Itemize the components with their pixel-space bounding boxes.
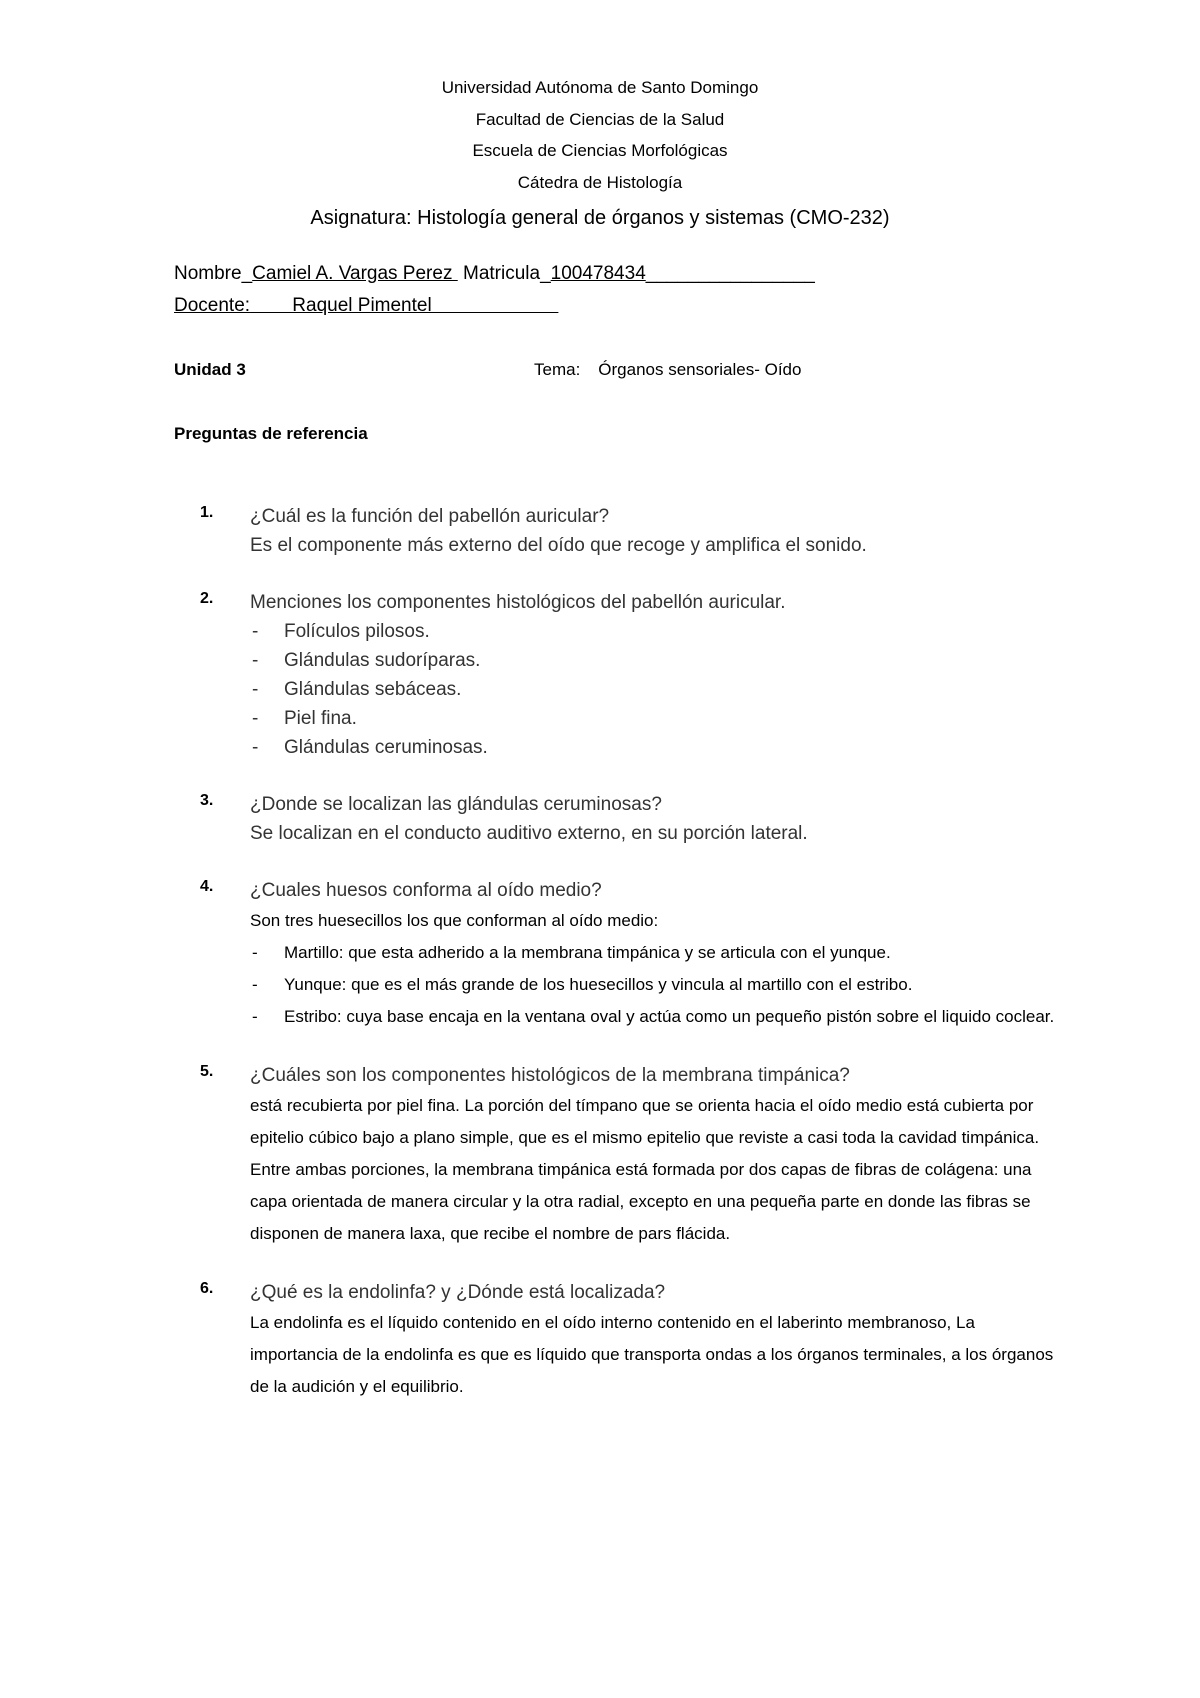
name-label: Nombre_ xyxy=(174,263,253,284)
question-item xyxy=(200,790,1060,848)
question-number: 5. xyxy=(200,1063,214,1080)
list-item: - Glándulas sudoríparas. xyxy=(250,646,1060,675)
question-list xyxy=(200,502,1060,1431)
document-header xyxy=(0,72,1200,234)
question-item xyxy=(200,502,1060,560)
question-number: 2. xyxy=(200,590,214,607)
matricula-value: 100478434 xyxy=(550,263,646,284)
list-item: - Piel fina. xyxy=(250,704,1060,733)
name-row xyxy=(174,258,815,290)
question-number: 6. xyxy=(200,1280,214,1297)
faculty-name: Facultad de Ciencias de la Salud xyxy=(475,109,725,129)
docente-label: Docente: xyxy=(174,295,251,316)
list-item: - Glándulas ceruminosas. xyxy=(250,733,1060,762)
topic-label: Tema: xyxy=(534,360,581,379)
question-text: ¿Cuál es la función del pabellón auricular? xyxy=(250,506,610,527)
question-item xyxy=(200,1061,1060,1250)
list-item: - Martillo: que esta adherido a la membrana timpánica y se articula con el yunque. xyxy=(250,937,1060,969)
list-item: - Estribo: cuya base encaja en la ventana oval y actúa como un pequeño pistón sobre el liquido coclear. xyxy=(250,1001,1060,1033)
topic-value: Órganos sensoriales- Oído xyxy=(598,360,802,379)
question-text: Menciones los componentes histológicos del pabellón auricular. xyxy=(250,592,786,613)
question-number: 4. xyxy=(200,878,214,895)
list-item: - Glándulas sebáceas. xyxy=(250,675,1060,704)
unit-label: Unidad 3 xyxy=(174,360,246,379)
university-name: Universidad Autónoma de Santo Domingo xyxy=(441,78,759,97)
chair-name: Cátedra de Histología xyxy=(517,172,683,192)
question-text: ¿Donde se localizan las glándulas ceruminosas? xyxy=(250,794,662,815)
question-text: ¿Cuales huesos conforma al oído medio? xyxy=(250,880,602,901)
school-name: Escuela de Ciencias Morfológicas xyxy=(472,141,728,160)
list-item: - Yunque: que es el más grande de los huesecillos y vincula al martillo con el estribo. xyxy=(250,969,1060,1001)
question-item xyxy=(200,876,1060,1033)
answer-text: está recubierta por piel fina. La porción del tímpano que se orienta hacia el oído medio está cubierta por epitelio cúbico bajo a plano simple, que es el mismo epitelio que reviste a casi toda la cavidad timpánica. Entre ambas porciones, la membrana timpánica está formada por dos capas de fibras de colágena: una capa orientada de manera circular y la otra radial, excepto en una pequeña parte en donde las fibras se disponen de manera laxa, que recibe el nombre de pars flácida. xyxy=(250,1096,1040,1243)
question-number: 1. xyxy=(200,504,214,521)
subject-title: Asignatura: Histología general de órganos y sistemas (CMO-232) xyxy=(310,207,890,229)
docente-value: Raquel Pimentel xyxy=(250,295,559,316)
topic xyxy=(534,360,801,380)
answer-list xyxy=(250,617,1060,762)
matricula-label: Matricula_ xyxy=(457,263,551,284)
question-item xyxy=(200,1278,1060,1403)
list-item: - Folículos pilosos. xyxy=(250,617,1060,646)
docente-row xyxy=(174,290,815,322)
question-number: 3. xyxy=(200,792,214,809)
question-text: ¿Qué es la endolinfa? y ¿Dónde está localizada? xyxy=(250,1282,666,1303)
matricula-trail: ________________ xyxy=(645,263,815,284)
question-text: ¿Cuáles son los componentes histológicos de la membrana timpánica? xyxy=(250,1065,850,1086)
name-value: Camiel A. Vargas Perez xyxy=(252,263,458,284)
answer-text: La endolinfa es el líquido contenido en el oído interno contenido en el laberinto membranoso, La importancia de la endolinfa es que es líquido que transporta ondas a los órganos terminales, a los órganos de la audición y el equilibrio. xyxy=(250,1313,1054,1396)
answer-intro: Son tres huesecillos los que conforman al oído medio: xyxy=(250,911,659,930)
answer-list xyxy=(250,937,1060,1033)
question-item xyxy=(200,588,1060,762)
section-title: Preguntas de referencia xyxy=(174,424,368,443)
student-info xyxy=(174,258,815,322)
answer-text: Se localizan en el conducto auditivo externo, en su porción lateral. xyxy=(250,823,808,844)
answer-text: Es el componente más externo del oído que recoge y amplifica el sonido. xyxy=(250,535,867,556)
